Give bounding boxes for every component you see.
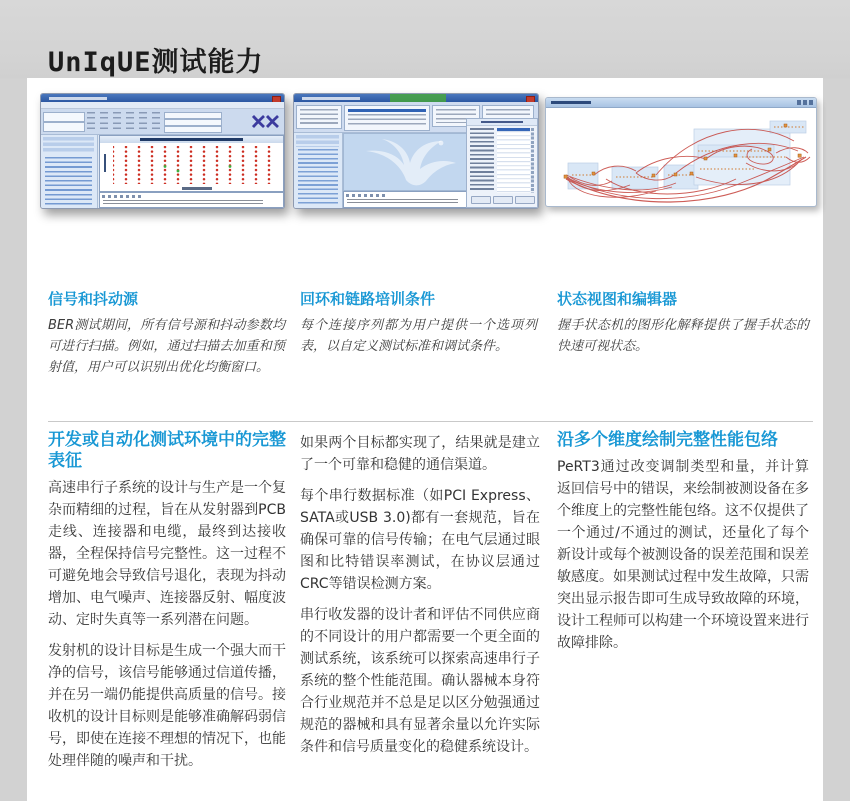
ber-chart-panel xyxy=(99,135,284,192)
feature-body: BER测试期间，所有信号源和抖动参数均可进行扫描。例如，通过扫描去加重和预射值，用户可以识别出优化均衡窗口。 xyxy=(48,318,285,375)
pass-point xyxy=(229,165,232,168)
screenshot-ber-scan xyxy=(40,93,285,209)
workspace-panel xyxy=(343,133,467,191)
paragraph: 发射机的设计目标是生成一个强大而干净的信号，该信号能够通过信道传播，并在另一端仍能提供高质量的信号。接收机的设计目标则是能够准确解码弱信号，即使在连接不理想的情况下，也能处理伴随的噪声和干扰。 xyxy=(48,643,286,769)
window-titlebar xyxy=(294,94,538,102)
selected-field xyxy=(348,109,426,112)
chart-title-text xyxy=(140,138,242,141)
feature-signal-jitter xyxy=(48,288,285,378)
feature-body: 握手状态机的图形化解释提供了握手状态的快速可视状态。 xyxy=(557,318,809,354)
eye-diagram-icon xyxy=(252,114,280,129)
pause-button xyxy=(493,196,513,204)
toolbar-field xyxy=(43,122,85,132)
feature-heading: 回环和链路培训条件 xyxy=(300,290,436,308)
pass-point xyxy=(177,170,180,173)
chart-title-bar xyxy=(100,136,283,143)
page-title: UnIqUE测试能力 xyxy=(48,47,264,78)
sidebar-buttons xyxy=(43,137,94,154)
group-box xyxy=(296,105,342,129)
group-box xyxy=(344,105,430,131)
dropdown-arrows xyxy=(531,128,534,193)
toolbar xyxy=(41,109,284,135)
property-labels xyxy=(470,128,494,192)
field-rows xyxy=(300,109,338,125)
phoenix-watermark xyxy=(344,134,466,190)
property-dropdowns xyxy=(497,128,530,193)
toolbar-field xyxy=(164,112,222,119)
window-buttons xyxy=(797,100,813,105)
sequence-list-sidebar xyxy=(294,133,343,208)
feature-heading: 信号和抖动源 xyxy=(48,290,139,308)
log-toolbar-icons xyxy=(102,195,144,198)
section-test-goals xyxy=(300,430,540,767)
properties-header-text xyxy=(481,121,523,123)
window-titlebar xyxy=(41,94,284,102)
paragraph: 高速串行子系统的设计与生产是一个复杂而精细的过程，旨在从发射器到PCB走线、连接器和电缆，最终到达接收器，全程保持信号完整性。这一过程不可避免地会导致信号退化，表现为抖动增加、电气噪声、连接器反射、幅度波动、定时失真等一系列潜在问题。 xyxy=(48,480,286,628)
selected-property xyxy=(497,128,530,131)
section-performance-envelope xyxy=(557,430,809,663)
x-axis-label xyxy=(182,187,212,189)
screenshot-state-machine xyxy=(545,97,817,207)
properties-header xyxy=(467,119,537,126)
titlebar-text xyxy=(302,97,360,100)
cancel-button xyxy=(471,196,491,204)
titlebar-text xyxy=(49,97,107,100)
log-panel xyxy=(99,192,284,208)
properties-panel xyxy=(466,118,538,208)
test-list-sidebar xyxy=(41,135,98,208)
toolbar-field xyxy=(43,112,85,122)
menu-bar xyxy=(41,102,284,109)
ber-scatter-plot xyxy=(111,145,281,185)
section-characterization xyxy=(48,430,286,781)
y-axis-label xyxy=(104,154,106,172)
sidebar-list-items xyxy=(45,157,92,205)
pass-point xyxy=(164,165,167,168)
start-button xyxy=(515,196,535,204)
feature-body: 每个连接序列都为用户提供一个选项列表，以自定义测试标准和调试条件。 xyxy=(300,318,537,354)
feature-loopback-training xyxy=(300,288,537,357)
toolbar-field xyxy=(164,126,222,133)
log-panel xyxy=(343,191,467,208)
section-heading: 沿多个维度绘制完整性能包络 xyxy=(557,430,778,450)
state-machine-diagram xyxy=(546,107,814,204)
section-heading: 开发或自动化测试环境中的完整表征 xyxy=(48,430,286,471)
sidebar-list-items xyxy=(298,149,338,205)
log-text-lines xyxy=(103,200,263,206)
divider xyxy=(48,421,813,422)
sidebar-buttons xyxy=(296,135,339,147)
toolbar-field xyxy=(164,119,222,126)
paragraph: 如果两个目标都实现了，结果就是建立了一个可靠和稳健的通信渠道。 xyxy=(300,435,540,473)
field-rows xyxy=(348,114,426,127)
content-card xyxy=(27,78,823,801)
paragraph: 每个串行数据标准（如PCI Express、SATA或USB 3.0)都有一套规范，旨在确保可靠的信号传输；在电气层通过眼图和比特错误率测试，在协议层通过CRC等错误检测方案。 xyxy=(300,488,540,592)
paragraph: PeRT3通过改变调制类型和量，并计算返回信号中的错误，来绘制被测设备在多个维度上的完整性能包络。这不仅提供了一个通过/不通过的测试，还量化了每个新设计或每个被测设备的误差范围和误差敏感度。如果测试过程中发生故障，只需突出显示报告即可生成导致故障的环境，设计工程师可以构建一个环境设置来进行故障排除。 xyxy=(557,459,809,651)
feature-heading: 状态视图和编辑器 xyxy=(557,290,678,308)
feature-state-view-editor xyxy=(557,288,809,357)
titlebar-highlight xyxy=(390,94,446,102)
log-text-lines xyxy=(347,199,458,205)
screenshot-loopback-training xyxy=(293,93,539,209)
titlebar-text xyxy=(551,101,591,104)
paragraph: 串行收发器的设计者和评估不同供应商的不同设计的用户都需要一个更全面的测试系统，该系统可以探索高速串行子系统的整个性能范围。确认器械本身符合行业规范并不总是足以区分勉强通过规范的器械和具有显著余量以允许实际条件和信号质量变化的稳健系统设计。 xyxy=(300,607,540,755)
log-toolbar-icons xyxy=(346,194,388,197)
